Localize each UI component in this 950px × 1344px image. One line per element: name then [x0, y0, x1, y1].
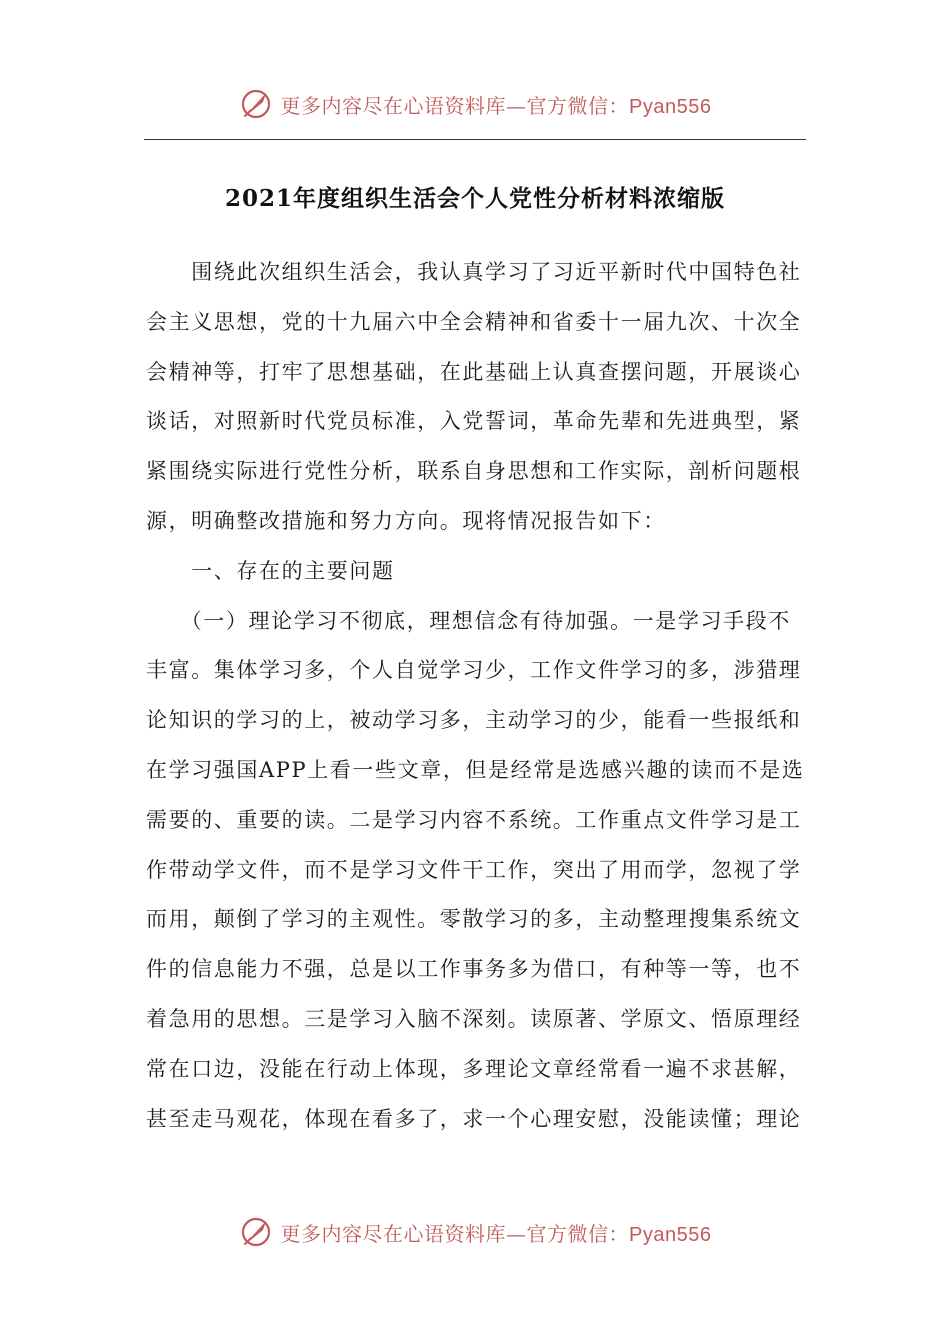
- body-line: 紧围绕实际进行党性分析，联系自身思想和工作实际，剖析问题根: [146, 459, 802, 484]
- body-line: （一）理论学习不彻底，理想信念有待加强。一是学习手段不: [146, 608, 791, 633]
- wechat-id: Pyan556: [629, 1223, 712, 1246]
- body-line: 论知识的学习的上，被动学习多，主动学习的少，能看一些报纸和: [146, 708, 802, 733]
- footer-banner: [0, 1212, 950, 1252]
- banner-text: [281, 90, 712, 119]
- body-line: 常在口边，没能在行动上体现，多理论文章经常看一遍不求甚解，: [146, 1056, 802, 1081]
- body-line: 着急用的思想。三是学习入脑不深刻。读原著、学原文、悟原理经: [146, 1006, 802, 1031]
- body-line: 需要的、重要的读。二是学习内容不系统。工作重点文件学习是工: [146, 807, 802, 832]
- body-line: 在学习强国APP上看一些文章，但是经常是选感兴趣的读而不是选: [146, 757, 805, 782]
- body-line: 源，明确整改措施和努力方向。现将情况报告如下：: [146, 508, 666, 533]
- banner-label: 更多内容尽在心语资料库—官方微信：: [280, 93, 630, 118]
- body-line: 而用，颠倒了学习的主观性。零散学习的多，主动整理搜集系统文: [146, 907, 802, 932]
- body-line: 会主义思想，党的十九届六中全会精神和省委十一届九次、十次全: [146, 309, 802, 334]
- banner-text: [281, 1218, 712, 1247]
- quill-logo-icon: [239, 87, 273, 121]
- document-title: 2021年度组织生活会个人党性分析材料浓缩版: [224, 185, 725, 212]
- body-line: 谈话，对照新时代党员标准，入党誓词，革命先辈和先进典型，紧: [146, 409, 802, 434]
- banner-label: 更多内容尽在心语资料库—官方微信：: [280, 1221, 630, 1246]
- document-body: [146, 248, 806, 1144]
- body-line: 作带动学文件，而不是学习文件干工作，突出了用而学，忽视了学: [146, 857, 802, 882]
- body-line: 会精神等，打牢了思想基础，在此基础上认真查摆问题，开展谈心: [146, 359, 802, 384]
- body-line: 丰富。集体学习多，个人自觉学习少，工作文件学习的多，涉猎理: [146, 658, 802, 683]
- body-line: 甚至走马观花，体现在看多了，求一个心理安慰，没能读懂；理论: [146, 1106, 802, 1131]
- header-banner: [0, 84, 950, 124]
- body-line: 围绕此次组织生活会，我认真学习了习近平新时代中国特色社: [146, 260, 802, 284]
- section-heading: 一、存在的主要问题: [146, 558, 395, 583]
- body-line: 件的信息能力不强，总是以工作事务多为借口，有种等一等，也不: [146, 957, 802, 982]
- quill-logo-icon: [239, 1215, 273, 1249]
- wechat-id: Pyan556: [629, 95, 712, 118]
- header-divider: [144, 139, 806, 140]
